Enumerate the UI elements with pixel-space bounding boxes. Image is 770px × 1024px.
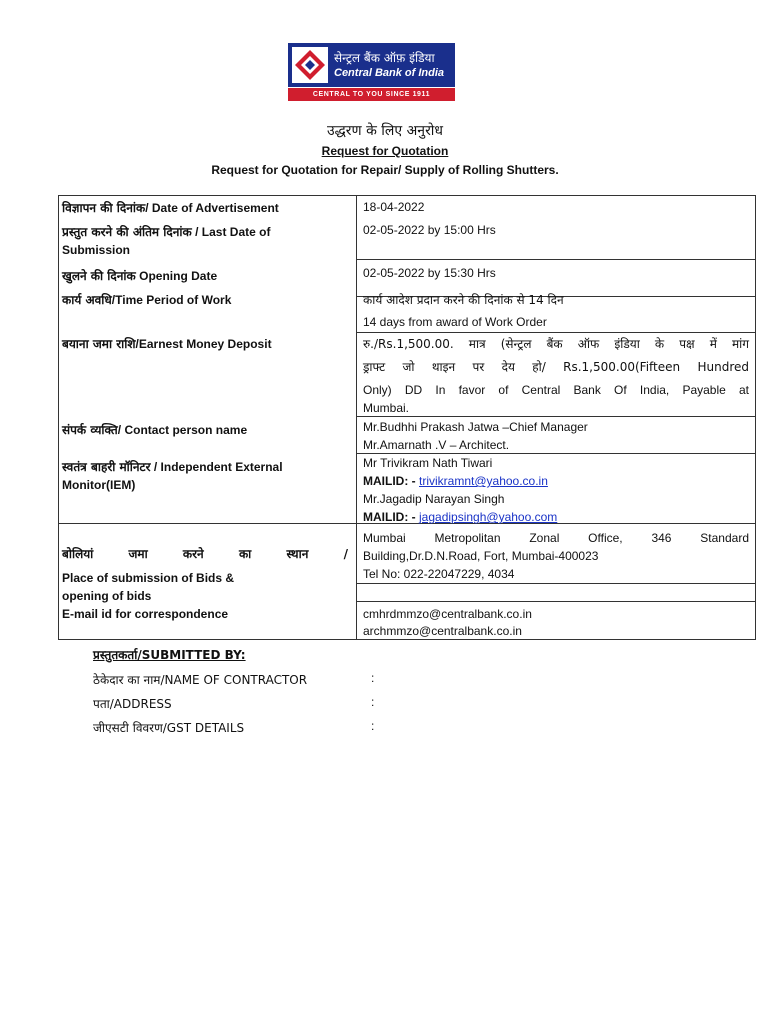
mail-id-label: MAILID: - <box>363 474 416 488</box>
label-english-cont: Monitor(IEM) <box>62 478 136 492</box>
contractor-name-colon: : <box>371 671 375 685</box>
value-time-period-hindi: कार्य आदेश प्रदान करने की दिनांक से 14 दिन <box>363 293 564 307</box>
logo-hindi-name: सेन्ट्रल बैंक ऑफ़ इंडिया <box>334 51 435 65</box>
address-colon: : <box>371 695 375 709</box>
tender-details-table <box>58 195 756 640</box>
value-time-period-english: 14 days from award of Work Order <box>363 315 547 329</box>
value-iem-name-1: Mr Trivikram Nath Tiwari <box>363 456 493 470</box>
label-opening-date <box>62 267 352 285</box>
document-title <box>0 144 770 158</box>
value-iem-name-2: Mr.Jagadip Narayan Singh <box>363 492 505 506</box>
label-hindi: खुलने की दिनांक <box>62 269 136 283</box>
label-english: Opening Date <box>139 269 218 283</box>
label-english: / Independent External <box>153 460 283 474</box>
value-date-of-advertisement: 18-04-2022 <box>363 200 425 214</box>
contractor-name-label: ठेकेदार का नाम/NAME OF CONTRACTOR <box>93 673 308 687</box>
word: करने <box>182 547 204 561</box>
word: स्थान <box>286 547 309 561</box>
value-emd-line-4: Mumbai. <box>363 401 410 415</box>
label-independent-external-monitor <box>62 458 352 494</box>
document-title-text: Request for Quotation <box>321 144 449 158</box>
label-english: / Last Date of <box>195 225 271 239</box>
value-contact-line-2: Mr.Amarnath .V – Architect. <box>363 438 510 452</box>
label-english-cont: Submission <box>62 243 131 257</box>
label-last-date-of-submission <box>62 223 352 259</box>
label-hindi: संपर्क व्यक्ति <box>62 423 118 437</box>
label-place-of-submission: Place of submission of Bids & <box>62 571 235 585</box>
label-hindi: बयाना जमा राशि <box>62 337 136 351</box>
label-hindi: कार्य अवधि <box>62 293 112 307</box>
label-opening-of-bids: opening of bids <box>62 589 152 603</box>
document-subtitle: Request for Quotation for Repair/ Supply of Rolling Shutters. <box>211 163 559 177</box>
value-emd-line-3: Only) DD In favor of Central Bank Of India, Payable at <box>363 383 749 397</box>
label-earnest-money-deposit <box>62 335 352 353</box>
label-english: / Date of Advertisement <box>145 201 279 215</box>
logo-english-name: Central Bank of India <box>334 67 445 79</box>
label-time-period-of-work <box>62 291 352 309</box>
value-email-line-2: archmmzo@centralbank.co.in <box>363 624 522 638</box>
label-hindi: प्रस्तुत करने की अंतिम दिनांक <box>62 225 192 239</box>
label-email-for-correspondence: E-mail id for correspondence <box>62 607 229 621</box>
value-contact-line-1: Mr.Budhhi Prakash Jatwa –Chief Manager <box>363 420 588 434</box>
word: जमा <box>128 547 148 561</box>
value-opening-date: 02-05-2022 by 15:30 Hrs <box>363 266 496 280</box>
label-hindi: विज्ञापन की दिनांक <box>62 201 146 215</box>
submitted-by-text: प्रस्तुतकर्ता/SUBMITTED BY: <box>93 648 246 662</box>
word: बोलियां <box>62 547 94 561</box>
value-place-line-2: Building,Dr.D.N.Road, Fort, Mumbai-400023 <box>363 549 599 563</box>
address-label: पता/ADDRESS <box>93 697 172 711</box>
word: / <box>343 547 348 561</box>
logo-banner <box>288 43 455 87</box>
submitted-by-heading <box>93 646 246 663</box>
label-hindi: स्वतंत्र बाहरी मॉनिटर <box>62 460 151 474</box>
label-date-of-advertisement <box>62 199 352 217</box>
value-emd-line-1: रु./Rs.1,500.00. मात्र (सेन्ट्रल बैंक ऑफ इंडिया के पक्ष में मांग <box>363 337 749 351</box>
hindi-title: उद्धरण के लिए अनुरोध <box>326 123 444 139</box>
value-emd-line-2: ड्राफ्ट जो थाइन पर देय हो/ Rs.1,500.00(Fifteen Hundred <box>363 360 749 374</box>
label-contact-person <box>62 421 352 439</box>
logo-tagline: CENTRAL TO YOU SINCE 1911 <box>288 88 455 101</box>
value-email-line-1: cmhrdmmzo@centralbank.co.in <box>363 607 532 621</box>
value-place-line-3: Tel No: 022-22047229, 4034 <box>363 567 515 581</box>
label-place-hindi <box>62 545 348 563</box>
gst-details-label: जीएसटी विवरण/GST DETAILS <box>93 721 245 735</box>
iem-email-link-2[interactable]: jagadipsingh@yahoo.com <box>419 510 558 524</box>
gst-details-colon: : <box>371 719 375 733</box>
mail-id-label: MAILID: - <box>363 510 416 524</box>
bank-logo <box>288 43 455 101</box>
label-english: /Earnest Money Deposit <box>135 337 272 351</box>
word: का <box>238 547 252 561</box>
value-last-date-of-submission: 02-05-2022 by 15:00 Hrs <box>363 223 496 237</box>
iem-email-link-1[interactable]: trivikramnt@yahoo.co.in <box>419 474 548 488</box>
label-english: / Contact person name <box>117 423 248 437</box>
bank-emblem-icon <box>292 47 328 83</box>
label-english: /Time Period of Work <box>111 293 232 307</box>
value-place-line-1: Mumbai Metropolitan Zonal Office, 346 Standard <box>363 531 749 545</box>
value-iem-mail-2 <box>363 508 557 526</box>
value-iem-mail-1 <box>363 472 548 490</box>
